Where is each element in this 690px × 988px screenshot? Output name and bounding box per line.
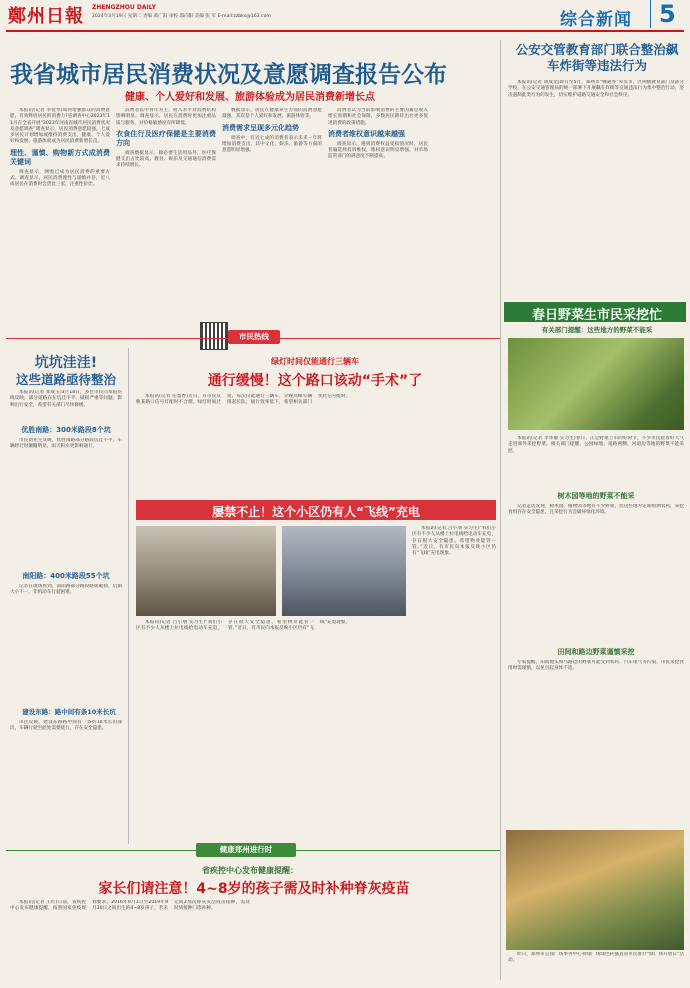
date-line: 2024年3月19日 星期二 责编 葛广阳 审校 邵向阳 美编 张 军 E-mail:zzbks@163.com [92,14,271,19]
flyline-headline: 屡禁不止！这个小区仍有人“飞线”充电 [212,505,420,519]
section-name: 综合新闻 [560,10,632,30]
right-photo-caption: 昨日，郑州市公园广场事务中心将绿广场绿色转插直向市民推介“绿广场开放日”活动。 [508,952,684,964]
right-top-text: 本报讯(记者 胡成龙)即日至5月，郑州市“畅通办”牵头市、区两级教育部门及部分学校，在公安交通管理局的统一部署下开展飙车炸街等交通违法行为集中整治行动，坚决遏制此类行为的发生，切实维护道路交通安全和社会秩序。 [508,80,684,98]
pothole-sub-1: 优胜南路：300米路段8个坑 [21,426,111,434]
park-event-photo [506,830,684,950]
pothole-sub-3: 建设东路：路中间有条10米长坑 [22,708,116,716]
section-tag [228,330,280,344]
wild-vegetable-photo [508,338,684,430]
right-mid-text: 本报讯(记者 李华敏 实习生)春日，正是野菜上市的好时节，不少市民趁着好天气走进郊外采挖野菜。相关部门提醒，公园绿地、道路两侧、河道边等地的野菜不能采挖。 [508,436,684,454]
lead-headline: 我省城市居民消费状况及意愿调查报告公布 [10,61,447,88]
traffic-text: 本报讯(记者 任墨香)近日，有市民反映某路口信号灯配时不合理，绿灯时间过短，每次仅能通行三辆车，早晚高峰车辆排起长队，通行效率低下，希望相关部门优化信号配时。 [136,394,351,406]
lead-sub1: 理性、谨慎、购物新方式成消费关键词 [10,148,110,166]
flyline-text-right: 本报讯(记者 吕小朋 实习生)“我们小区有不少人从楼上拉电线给电动车充电，存在很大安全隐患，希望物业能管一管。”近日，有市民向本报反映小区仍有“飞线”充电现象。 [412,526,496,557]
pothole-headline-2: 这些道路亟待整治 [15,372,116,387]
column-divider [500,40,501,980]
bottom-tag [196,843,296,857]
pothole-headline-1: 坑坑洼洼! [34,355,98,371]
masthead [0,0,690,34]
lead-col1: 本报讯(记者 李爱琴)如何增强群众的消费意愿、有效释放居民的消费力?省调查中心2023年11月在全省开展“2023年河南省城市居民消费状况及意愿调查”调查显示，居民消费意愿较强，七成多居民计划增加或维持消费支出，健康、个人爱好和发展、旅游体验成为居民消费新增长点。 理性、谨慎、购物新方式成消费关键词 调查显示，网购已成为居民消费的重要方式。调查显示，居民消费理性与谨慎并存，近八成居民在消费时会货比三家，注重性价比。 [10,108,110,188]
section-tag-label: 市民热线 [239,332,269,341]
flyline-text: 本报讯(记者 吕小朋 实习生)“我们小区有不少人从楼上拉电线给电动车充电，存在很大安全隐患，希望物业能管一管。”近日，有市民向本报反映小区仍有“飞线”充电现象。 [136,620,350,632]
pothole-sub-2: 南阳路：400米路段55个坑 [22,572,110,580]
right-top-headline: 公安交管教育部门联合整治飙车炸街等违法行为 [515,42,679,73]
right-mid-sub2: 田间和路边野菜谨慎采挖 [557,648,635,656]
pothole-text-1: 本报讯(记者 郑成玉)3月18日，多位市民向本报热线反映，部分道路存在坑洼不平、破损严重等问题，影响出行安全，希望有关部门尽快修缮。 [10,390,122,408]
newspaper-logo: 鄭州日報 [8,6,84,27]
bottom-tag-label: 健康郑州进行时 [219,845,273,854]
lead-col4: 消费者认为当前影响消费的主要因素是收入增长预期和社会保障，多数居民期待出台更多促进消费的政策措施。 消费者维权意识越来越强 调查显示，遇到消费权益受损情况时，居民普遍选择投诉维权，维权意识明显增强，对市场监管部门的满意度不断提高。 [328,108,428,160]
right-mid-subhead: 有关部门提醒：这些地方的野菜不能采 [541,326,653,334]
lead-sub3: 消费需求呈现多元化趋势 [222,123,299,132]
vaccine-kicker: 省疾控中心发布健康提醒： [202,866,298,875]
right-mid-text3: 专家提醒，田间地头和马路边的野菜可能受到农药、汽车尾气等污染，市民采挖食用时需谨慎，以免引起身体不适。 [508,660,684,672]
masthead-rule [6,30,684,32]
daily-name: ZHENGZHOU DAILY [92,4,156,11]
qr-code [200,322,228,350]
traffic-kicker: 绿灯时间仅能通行三辆车 [271,357,359,366]
pothole-text-4: 市民反映，建设东路路中间有一条约10米长的深坑，车辆行驶至此处需要绕行，存在安全隐患。 [10,720,122,732]
traffic-headline: 通行缓慢！这个路口该动“手术”了 [207,373,423,389]
mid-col-divider [128,348,129,844]
flyline-photo-1 [136,526,276,616]
page-number: 5 [650,0,676,28]
right-mid-text2: 记者走访发现，树木园、植物园等地有不少野菜，但这些地方定期喷洒农药，采挖食用存在安全隐患，且采挖行为会破坏绿化环境。 [508,504,684,516]
lead-col2: 消费者以中青年为主，收入水平对消费结构影响明显。调查显示，居民在消费时更加注重品质与服务，对价格敏感度有所降低。 衣食住行及医疗保健是主要消费方向 调查数据显示，除必要生活用品外，医疗保健支出占比较高，教育、娱乐及交通通信消费需求持续增长。 [116,108,216,169]
right-mid-sub1: 树木园等地的野菜不能采 [557,492,635,500]
vaccine-headline: 家长们请注意！4~8岁的孩子需及时补种脊灰疫苗 [98,881,410,897]
vaccine-text: 本报讯(记者 王红)日前，省疾控中心发布健康提醒，按照国家免疫规划要求，2016年9月1日至2019年9月30日之间出生的4~8岁孩子，若未完成2剂次脊灰灭活疫苗接种，需及时到接种门诊补种。 [10,900,250,912]
lead-col3: 数据显示，居民在健康养生方面的消费意愿最强，其次是个人爱好和发展、旅游体验等。 消费需求呈现多元化趋势 调查中，有近七成的消费者表示未来一年将增加消费支出，其中文化、娱乐、旅游等方面的意愿明显增强。 [222,108,322,154]
pothole-text-3: 记者在现场看到，南阳路部分路段路面破损，坑洞大小不一，非机动车行驶困难。 [10,584,122,596]
lead-sub2: 衣食住行及医疗保健是主要消费方向 [116,129,216,147]
lead-subhead: 健康、个人爱好和发展、旅游体验成为居民消费新增长点 [125,92,375,103]
right-mid-headline: 春日野菜生市民采挖忙 [531,308,662,323]
lead-sub4: 消费者维权意识越来越强 [328,129,405,138]
pothole-text-2: 市民刘先生反映，优胜南路部分路段坑洼不平，车辆经过时颠簸明显，雨天积水更影响通行。 [10,438,122,450]
flyline-photo-2 [282,526,406,616]
